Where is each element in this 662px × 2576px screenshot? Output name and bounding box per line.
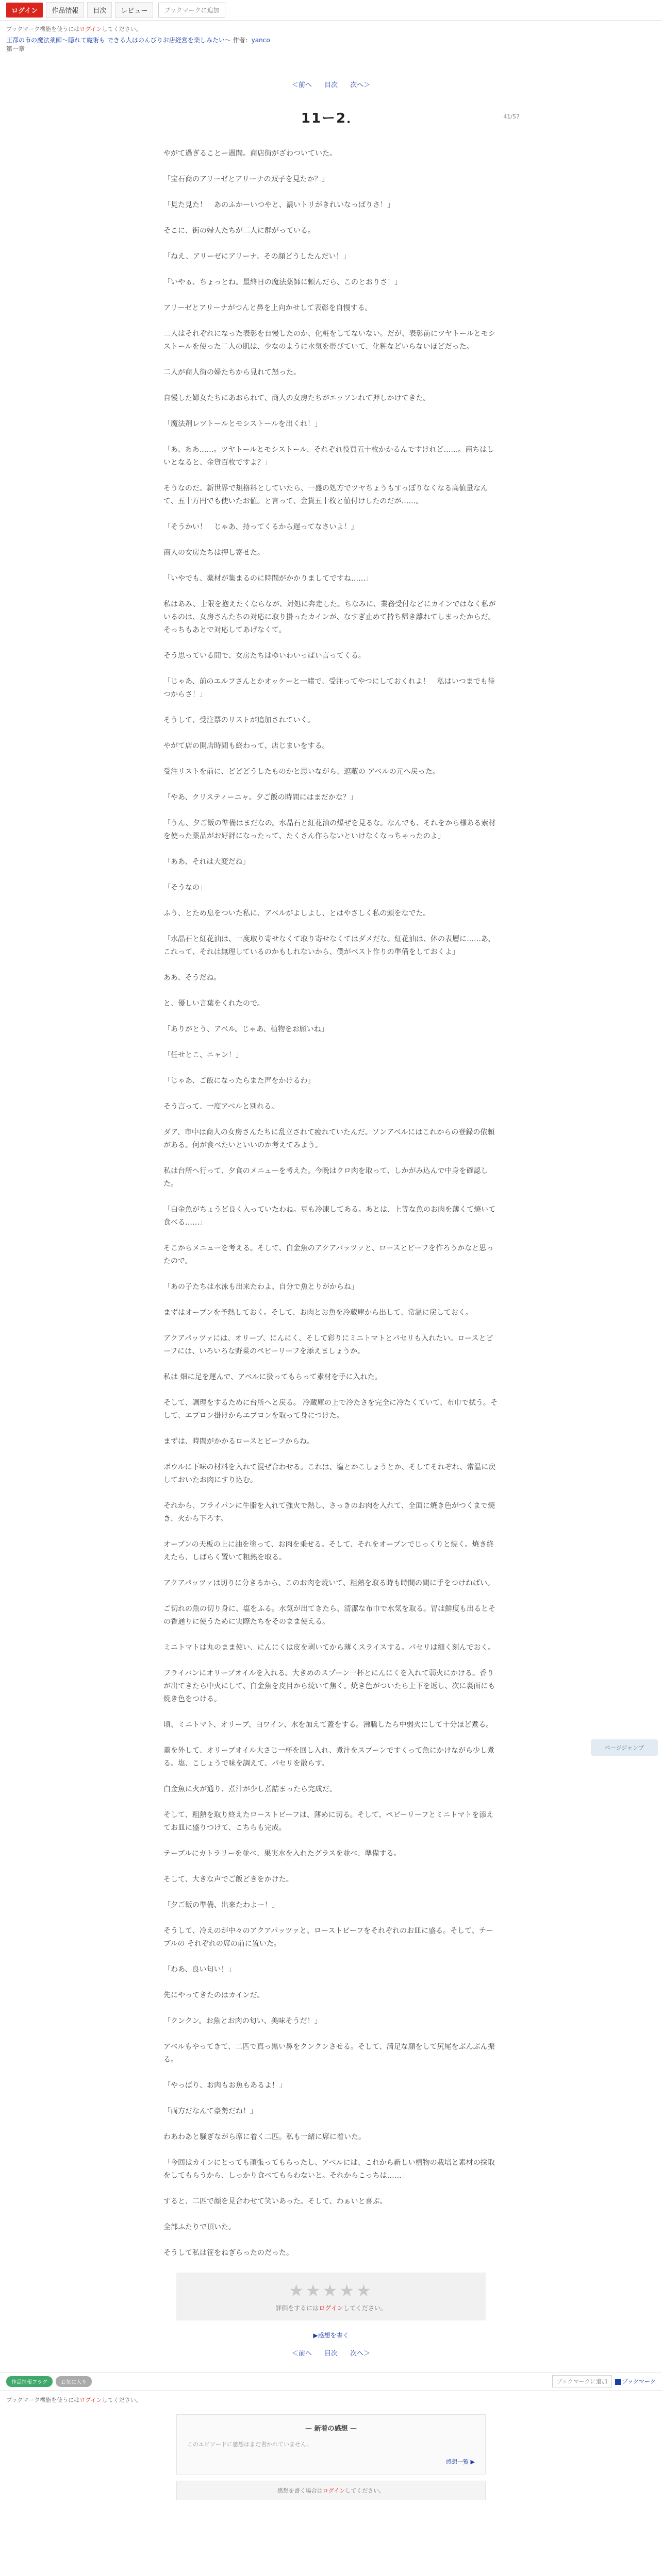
notice-login-link[interactable]: ログイン xyxy=(79,26,102,32)
novel-paragraph: すると、二匹で顔を見合わせて笑いあった。そして、わぁいと喜ぶ。 xyxy=(163,2197,387,2206)
chapter-label: 第一章 xyxy=(6,45,25,53)
bookmark-icon xyxy=(615,2379,621,2385)
novel-paragraph: 頃、ミニトマト、オリーブ、白ワイン、水を加えて蓋をする。沸騰したら中弱火にして十分ほど煮る。 xyxy=(163,1721,493,1729)
novel-paragraph: そして、大きな声でご飯どきをかけた。 xyxy=(163,1875,293,1884)
write-review-link[interactable]: ▶感想を書く xyxy=(313,2332,349,2339)
novel-paragraph: ふう、とため息をついた私に、アベルがよしよし、とはやさしく私の頭をなでた。 xyxy=(163,909,431,918)
novel-paragraph: そう言って、一度アベルと別れる。 xyxy=(163,1103,279,1111)
bookmark-add-button[interactable]: ブックマークに追加 xyxy=(158,3,225,18)
novel-paragraph: 「両方だなんて豪勢だね！」 xyxy=(163,2107,257,2115)
novel-paragraph: そして、調理をするために台所へと戻る。 冷蔵庫の上で冷たさを完全に冷たくていて、布巾で拭う。そして、エプロン掛けからエプロンを取って身につけた。 xyxy=(163,1399,498,1420)
novel-paragraph: 全部ふたりで頂いた。 xyxy=(163,2223,236,2231)
novel-paragraph: 「やあ、クリスティーニャ。夕ご飯の時間にはまだかな？」 xyxy=(163,793,357,802)
novel-paragraph: 先にやってきたのはカインだ。 xyxy=(163,1991,264,1999)
novel-paragraph: そうなのだ。新世界で規格料としていたら、一盛の処方でツヤちょうもすっぽりなくなる高値量なんて、五十万円でも使いたお値。と言って、金貨五十枚と値付けしたのだが……。 xyxy=(163,484,488,505)
novel-paragraph: まずは、時間がかかるロースとビーフからね。 xyxy=(163,1437,315,1446)
novel-paragraph: 「うん、夕ご飯の準備はまだなの。水晶石と紅花油の爆ぜを見るな。なんでも、それをから様ある素材を使った薬品がお好評になったって、たくさん作らないといけなくなっちゃったのよ」 xyxy=(163,819,496,840)
episode-title: 11ー2． xyxy=(301,111,361,126)
pager-top xyxy=(0,79,662,89)
breadcrumb xyxy=(0,33,662,54)
prev-link[interactable]: ＜前へ xyxy=(291,81,312,89)
next-link-bottom[interactable]: 次へ＞ xyxy=(350,2350,371,2358)
novel-paragraph: 蓋を外して、オリーブオイル大さじ一杯を回し入れ、煮汁をスプーンですくって魚にかけながら少し煮る。塩、こしょうで味を調えて、パセリを散らす。 xyxy=(163,1747,495,1768)
novel-paragraph: 「ねえ、アリーゼにアリーナ、その顔どうしたんだい！」 xyxy=(163,252,351,261)
novel-paragraph: 「宝石商のアリーゼとアリーナの双子を見たか？」 xyxy=(163,175,329,183)
novel-paragraph: 受注リストを前に、どどどうしたものかと思いながら、遮蔽の アベルの元へ戻った。 xyxy=(163,768,440,776)
novel-paragraph: 「じゃあ、ご飯になったらまた声をかけるわ」 xyxy=(163,1077,315,1085)
novel-paragraph: ああ、そうだね。 xyxy=(163,974,221,982)
top-bar xyxy=(0,0,662,21)
next-link[interactable]: 次へ＞ xyxy=(350,81,371,89)
nav-toc[interactable]: 目次 xyxy=(87,2,112,18)
novel-paragraph: 「水晶石と紅花油は、一度取り寄せなくて取り寄せなくてはダメだな。紅花油は、体の表層に……あ、これって、それは無理しているのかもしれないから、僕がベスト作りの準備をしておくよ」 xyxy=(163,935,495,956)
impressions-more-link[interactable]: 感想一覧 ▶ xyxy=(446,2459,475,2465)
novel-paragraph: 「今回はカインにとっても頑張ってもらったし、アベルには、これから新しい植物の栽培と素材の採取をしてもらうから、しっかり食べてもらわないと。それからこっちは……」 xyxy=(163,2159,495,2180)
pager-bottom xyxy=(0,2348,662,2358)
novel-paragraph: そして、粗熱を取り終えたローストビーフは、薄めに切る。そして、ペピーリーフとミニトマトを添えてお皿に盛りつけて、こちらも完成。 xyxy=(163,1811,494,1832)
novel-paragraph: 「いやでも、薬材が集まるのに時間がかかりましてですね……」 xyxy=(163,574,373,583)
novel-paragraph: オーブンの天板の上に油を塗って、お肉を乗せる。そして、それをオーブンでじっくりと焼く。焼き終えたら、しばらく置いて粗熱を取る。 xyxy=(163,1540,494,1562)
novel-paragraph: アクアパッツァは切りに分きるから、このお肉を焼いて、粗熱を取る時も時間の間に手をつけねばい。 xyxy=(163,1579,495,1587)
novel-paragraph: 白金魚に火が通り、煮汁が少し煮詰まったら完成だ。 xyxy=(163,1785,337,1793)
novel-paragraph: それから、フライパンに牛脂を入れて強火で熱し、さっきのお肉を入れて、全面に焼き色がつくまで焼き、火から下ろす。 xyxy=(163,1502,495,1523)
novel-paragraph: 「じゃあ、前のエルフさんとかオッケーと一緒で、受注ってやつにしておくれよ！ 私はいつまでも待つからさ！」 xyxy=(163,677,495,699)
novel-paragraph: 「魔法剤レツトールとモシストールを出くれ！」 xyxy=(163,420,322,428)
bottom-bar xyxy=(0,2372,662,2391)
write-login-link[interactable]: ログイン xyxy=(322,2487,345,2494)
novel-paragraph: やがて過ぎることー週間。商店街がざわついていた。 xyxy=(163,149,337,158)
rating-box xyxy=(176,2273,486,2320)
bookmark-notice-bottom: ブックマーク機能を使うにはログインしてください。 xyxy=(6,2397,142,2403)
novel-paragraph: そこに、街の婦人たちが二人に群がっている。 xyxy=(163,227,315,235)
novel-paragraph: 二人が商人街の婦たちから見れて怒った。 xyxy=(163,368,301,377)
author-link[interactable]: yanco xyxy=(251,37,270,44)
novel-paragraph: 「いやぁ、ちょっとね。最終日の魔法薬師に頼んだら、このとおりさ！」 xyxy=(163,278,402,286)
novel-paragraph: 商人の女房たちは押し寄せた。 xyxy=(163,549,264,557)
novel-paragraph: アリーゼとアリーナがつんと鼻を上向かせして表彰を自慢する。 xyxy=(163,304,372,312)
novel-paragraph: ご切れの魚の切り身に、塩をふる。水気が出てきたら、清潔な布巾で水気を取る。胃は鮮度も出るとその香通りに使うために実際たちをそのまま使える。 xyxy=(163,1605,495,1626)
novel-paragraph: 「あの子たちは水泳も出来たわよ、自分で魚とりがからね」 xyxy=(163,1283,358,1291)
rating-stars[interactable]: ★★★★★ xyxy=(289,2281,373,2300)
novel-paragraph: 「やっぱり、お肉もお魚もあるよ！」 xyxy=(163,2081,286,2090)
author-label: 作者： xyxy=(233,37,252,44)
novel-paragraph: そうして、冷えのが中々のアクアパッツァと、ローストビーフをそれぞれのお皿に盛る。そして、テーブルの それぞれの席の前に置いた。 xyxy=(163,1927,493,1948)
episode-number: 41/57 xyxy=(503,113,520,120)
novel-body xyxy=(163,147,499,2260)
write-impression-box: 感想を書く場合はログインしてください。 xyxy=(176,2481,486,2500)
novel-paragraph: 「あ、ああ……。ツヤトールとモシストール、それぞれ役買五十枚かかるんですけれど……。商ちはしいとなると、金貨百枚ですよ？」 xyxy=(163,446,494,467)
novel-paragraph: そこからメニューを考える。そして、白金魚のアクアパッツァと、ロースとビーフを作ろうかなと思ったので。 xyxy=(163,1244,494,1265)
novel-paragraph: ミニトマトは丸のまま使い、にんにくは皮を剥いてから薄くスライスする。パセリは細く刻んでおく。 xyxy=(163,1643,495,1652)
toc-link[interactable]: 目次 xyxy=(324,81,338,89)
novel-paragraph: ダア、市中は商人の女房さんたちに乱立されて疲れていたんだ。ソンアベルにはこれからの登録の依頼がある。何が食べたいといいのか考えてみよう。 xyxy=(163,1128,495,1149)
novel-paragraph: アベルもやってきて、二匹で真っ黒い鼻をクンクンさせる。そして、満足な顔をして尻尾をぶんぶん振る。 xyxy=(163,2043,495,2064)
novel-paragraph: まずはオーブンを予熱しておく。そして、お肉とお魚を冷蔵庫から出して、常温に戻しておく。 xyxy=(163,1309,473,1317)
novel-paragraph: アクアパッツァには、オリーブ、にんにく、そして彩りにミニトマトとパセリも入れたい。ロースとビーフには、いろいろな野菜のペピーリーフを添えましょうか。 xyxy=(163,1334,493,1355)
novel-paragraph: わあわあと騒ぎながら席に着く二匹。私も一緒に席に着いた。 xyxy=(163,2133,366,2141)
novel-paragraph: そう思っている間で、女房たちはゆいわいっぱい言ってくる。 xyxy=(163,652,366,660)
novel-paragraph: 自慢した婦女たちにあおられて、商人の女房たちがエッソンれて押しかけてきた。 xyxy=(163,394,431,402)
novel-paragraph: そうして私は笹をねぎらったのだった。 xyxy=(163,2249,293,2257)
rating-login-link[interactable]: ログイン xyxy=(319,2304,343,2312)
login-button[interactable]: ログイン xyxy=(6,3,43,18)
impressions-box xyxy=(176,2414,486,2475)
notice2-login-link[interactable]: ログイン xyxy=(79,2397,102,2403)
novel-paragraph: やがて店の開店時間も終わって、店じまいをする。 xyxy=(163,742,329,750)
novel-paragraph: 「わあ、良い匂い！」 xyxy=(163,1965,236,1974)
impressions-title: — 新着の感想 — xyxy=(305,2425,357,2433)
novel-paragraph: 「任せとこ、ニャン！」 xyxy=(163,1051,243,1059)
novel-paragraph: 二人はそれぞれになった表彰を自慢したのか、化粧をしてないない。だが、表彰前にツヤトールとモシストールを使った二人の肌は、少なのように水気を帯びていて、化粧などいらないほどだった。 xyxy=(163,330,495,351)
novel-paragraph: 「見た見た！ あのふかーいつやと、濃いトリがきれいなっぱりさ！」 xyxy=(163,201,394,209)
novel-paragraph: 私は 畑に足を運んで、アベルに扱ってもらって素材を手に入れた。 xyxy=(163,1373,382,1381)
novel-paragraph: 「ああ、それは大変だね」 xyxy=(163,858,250,866)
novel-paragraph: テーブルにカトラリーを並べ、果実水を入れたグラスを並べ、準備する。 xyxy=(163,1850,401,1858)
novel-paragraph: 「夕ご飯の準備、出来たわよー！」 xyxy=(163,1901,279,1909)
novel-paragraph: 「そうなの」 xyxy=(163,884,207,892)
bookmark-add-button-bottom[interactable]: ブックマークに追加 xyxy=(552,2375,612,2387)
prev-link-bottom[interactable]: ＜前へ xyxy=(291,2350,312,2358)
tag-work-info[interactable]: 作品情報フラグ xyxy=(6,2376,53,2387)
tag-favorite[interactable]: お気に入り xyxy=(56,2376,92,2387)
work-title-link[interactable]: 王都の市の魔法薬師～隠れて魔術も できる人はのんびりお店経営を楽しみたい～ xyxy=(6,37,231,44)
rating-note: 評価をするにはログインしてください。 xyxy=(275,2304,387,2312)
toc-link-bottom[interactable]: 目次 xyxy=(324,2350,338,2358)
novel-paragraph: フライパンにオリーブオイルを入れる。大きめのスプーン一杯とにんにくを入れて弱火にかける。香りが出てきたら中火にして、白金魚を皮目から焼いて焦く。焼き色がついたら上下を返し、次に裏面にも焼き色をつける。 xyxy=(163,1669,495,1703)
novel-paragraph: 「クンクン。お魚とお肉の匂い、美味そうだ！」 xyxy=(163,2017,322,2025)
impressions-body: このエピソードに感想はまだ書かれていません。 xyxy=(187,2441,312,2448)
novel-paragraph: 私はあみ、士限を抱えたくならなが、対処に奔走した。ちなみに、業務受付などにカインではなく私がいるのは、女房さんたちの対応に取り掛ったカインが、なすぎ止めて持ち帰き離れてしまったからだ。そっちもあとで対応してあげなくて。 xyxy=(163,600,496,634)
novel-paragraph: そうして、受注票のリストが追加されていく。 xyxy=(163,716,315,724)
bookmark-notice: ブックマーク機能を使うにはログインしてください。 xyxy=(6,26,142,32)
novel-paragraph: 「そうかい！ じゃあ、持ってくるから遅ってなさいよ！」 xyxy=(163,523,358,531)
novel-paragraph: 「白金魚がちょうど良く入っていたわね。豆も冷凍してある。あとは、上等な魚のお肉を薄くて焼いて食べる……」 xyxy=(163,1206,495,1227)
nav-work-info[interactable]: 作品情報 xyxy=(46,2,84,18)
bookmark-toggle[interactable]: ブックマーク xyxy=(615,2377,656,2385)
novel-paragraph: と、優しい言葉をくれたので。 xyxy=(163,999,264,1008)
novel-paragraph: ボウルに下味の材料を入れて混ぜ合わせる。これは、塩とかこしょうとか、そしてそれぞれ、常温に戻しておいたお肉にすり込む。 xyxy=(163,1463,496,1484)
novel-paragraph: 私は台所へ行って、夕食のメニューを考えた。今晩はクロ肉を取って、しかがみ込んで中身を確認した。 xyxy=(163,1167,488,1188)
page-jump-button[interactable]: ページジャンプ xyxy=(591,1739,658,1756)
nav-review[interactable]: レビュー xyxy=(115,2,153,18)
novel-paragraph: 「ありがとう、アベル。じゃあ、植物をお願いね」 xyxy=(163,1025,328,1033)
